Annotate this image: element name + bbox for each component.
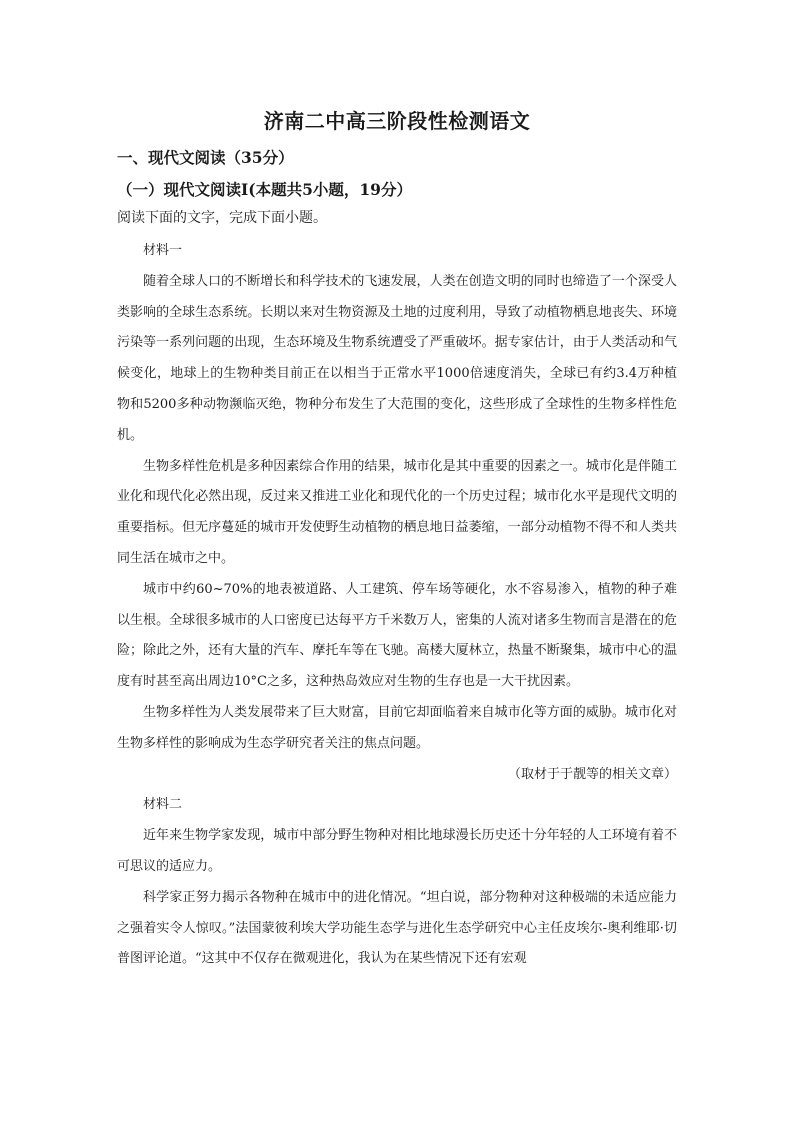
section-heading: 一、现代文阅读（35分）	[117, 148, 294, 167]
source-note: （取材于于靓等的相关文章）	[507, 766, 677, 782]
reading-passage	[117, 236, 677, 975]
instruction-text: 阅读下面的文字，完成下面小题。	[117, 210, 327, 226]
page-title: 济南二中高三阶段性检测语文	[263, 109, 531, 133]
paragraph: 生物多样性为人类发展带来了巨大财富，目前它却面临着来自城市化等方面的威胁。城市化对生物多样性的影响成为生态学研究者关注的焦点问题。	[117, 704, 677, 751]
paragraph: 生物多样性危机是多种因素综合作用的结果，城市化是其中重要的因素之一。城市化是伴随工业化和现代化必然出现，反过来又推进工业化和现代化的一个历史过程；城市化水平是现代文明的重要指标。但无序蔓延的城市开发使野生动植物的栖息地日益萎缩，一部分动植物不得不和人类共同生活在城市之中。	[117, 458, 677, 566]
subsection-heading: （一）现代文阅读Ⅰ(本题共5小题，19分）	[117, 180, 412, 199]
paragraph: 近年来生物学家发现，城市中部分野生物种对相比地球漫长历史还十分年轻的人工环境有着不可思议的适应力。	[117, 828, 677, 874]
paragraph: 城市中约60~70%的地表被道路、人工建筑、停车场等硬化，水不容易渗入，植物的种子难以生根。全球很多城市的人口密度已达每平方千米数万人，密集的人流对诸多生物而言是潜在的危险；除此之外，还有大量的汽车、摩托车等在飞驰。高楼大厦林立，热量不断聚集，城市中心的温度有时甚至高出周边10°C之多，这种热岛效应对生物的生存也是一大干扰因素。	[117, 581, 677, 690]
paragraph: 随着全球人口的不断增长和科学技术的飞速发展，人类在创造文明的同时也缔造了一个深受人类影响的全球生态系统。长期以来对生物资源及土地的过度利用，导致了动植物栖息地丧失、环境污染等一系列问题的出现，生态环境及生物系统遭受了严重破坏。据专家估计，由于人类活动和气候变化，地球上的生物种类目前正在以相当于正常水平1000倍速度消失，全球已有约3.4万种植物和5200多种动物濒临灭绝，物种分布发生了大范围的变化，这些形成了全球性的生物多样性危机。	[117, 273, 677, 443]
material-label: 材料二	[143, 797, 183, 813]
paragraph: 科学家正努力揭示各物种在城市中的进化情况。“坦白说，部分物种对这种极端的未适应能力之强着实令人惊叹。”法国蒙彼利埃大学功能生态学与进化生态学研究中心主任皮埃尔-奥利维耶·切普图评论道。“这其中不仅存在微观进化，我认为在某些情况下还有宏观	[117, 889, 677, 967]
material-label: 材料一	[143, 243, 183, 258]
